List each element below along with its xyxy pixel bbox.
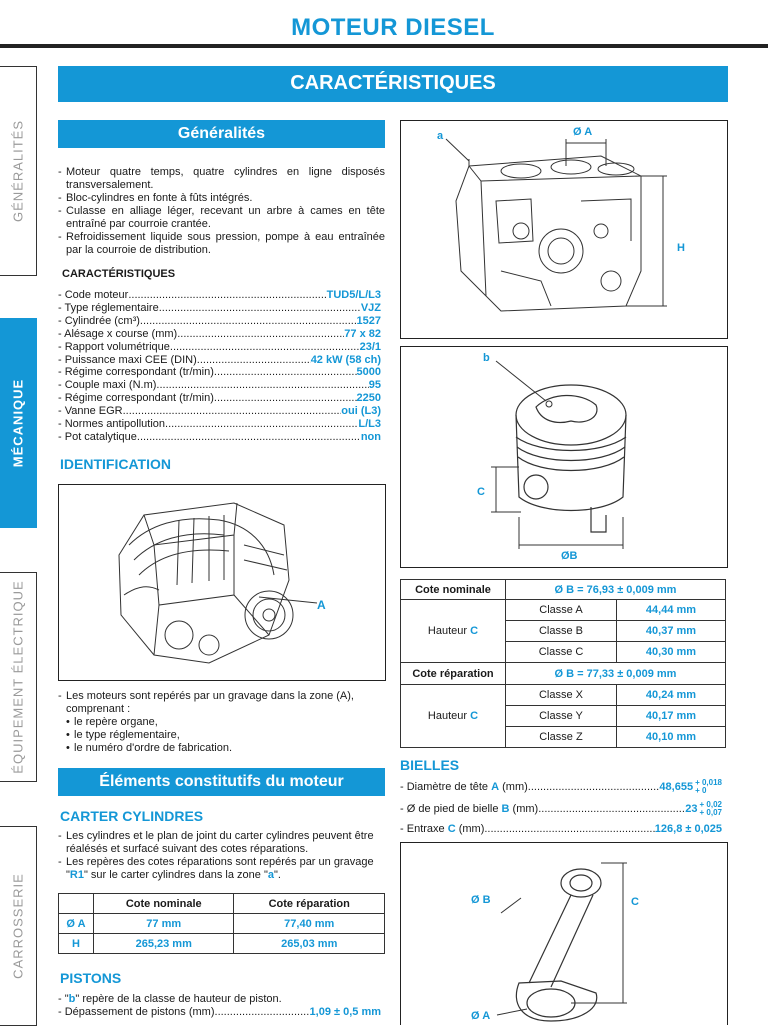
table-header: Cote nominale bbox=[94, 894, 234, 914]
label-oa: Ø A bbox=[573, 126, 593, 138]
piston-figure bbox=[400, 346, 728, 568]
generalites-banner: Généralités bbox=[58, 120, 385, 148]
side-tab-label: GÉNÉRALITÉS bbox=[10, 119, 26, 223]
spec-row: - Régime correspondant (tr/min) ..... 2250 bbox=[58, 392, 381, 405]
table-header: Cote réparation bbox=[234, 894, 385, 914]
list-item: - Bloc-cylindres en fonte à fûts intégrés. bbox=[58, 192, 385, 205]
connecting-rod-illustration bbox=[401, 843, 727, 1025]
elements-banner: Éléments constitutifs du moteur bbox=[58, 768, 385, 796]
section-banner: CARACTÉRISTIQUES bbox=[58, 66, 728, 102]
cylinder-block-figure bbox=[400, 120, 728, 339]
engine-figure bbox=[58, 484, 386, 681]
spec-row: - Code moteur ..... TUD5/L/L3 bbox=[58, 289, 381, 302]
label-h: H bbox=[677, 242, 685, 254]
spec-row: - Diamètre de tête A (mm) ..... 48,655 + 0,018 + 0 bbox=[400, 776, 722, 798]
carter-text bbox=[58, 830, 388, 882]
list-item: - Les moteurs sont repérés par un gravage dans la zone (A), comprenant : bbox=[58, 690, 385, 716]
spec-row: - Régime correspondant (tr/min) ..... 5000 bbox=[58, 366, 381, 379]
bielles-heading: BIELLES bbox=[400, 757, 460, 773]
spec-row: - Puissance maxi CEE (DIN) ..... 42 kW (58 ch) bbox=[58, 354, 381, 367]
side-tab-equipement-electrique[interactable] bbox=[0, 572, 37, 782]
header-rule bbox=[0, 44, 768, 48]
table-row: Classe B 40,37 mm bbox=[401, 621, 726, 642]
table-row: Classe Z 40,10 mm bbox=[401, 727, 726, 748]
label-c: C bbox=[477, 486, 485, 498]
table-row: Hauteur C Classe X 40,24 mm bbox=[401, 685, 726, 706]
side-tab-mecanique[interactable] bbox=[0, 318, 37, 528]
spec-row: - Normes antipollution ..... L/L3 bbox=[58, 418, 381, 431]
spec-row: - Cylindrée (cm³) ..... 1527 bbox=[58, 315, 381, 328]
side-tab-label: MÉCANIQUE bbox=[10, 378, 26, 468]
table-row: Cote réparation Ø B = 77,33 ± 0,009 mm bbox=[401, 663, 726, 685]
table-row: Hauteur C Classe A 44,44 mm bbox=[401, 600, 726, 621]
spec-row: - Entraxe C (mm) ..... 126,8 ± 0,025 bbox=[400, 820, 722, 838]
list-item: - Moteur quatre temps, quatre cylindres en ligne disposés transversalement. bbox=[58, 166, 385, 192]
spec-row: - Couple maxi (N.m) ..... 95 bbox=[58, 379, 381, 392]
engine-illustration bbox=[59, 485, 385, 680]
identification-text bbox=[58, 690, 385, 755]
list-item: - Les repères des cotes réparations sont repérés par un gravage "R1" sur le carter cylindres dans la zone "a". bbox=[58, 856, 388, 882]
label-ob: Ø B bbox=[471, 894, 491, 906]
spec-row: - Dépassement de pistons (mm) ..... 1,09 ± 0,5 mm bbox=[58, 1006, 381, 1019]
table-row: H 265,23 mm 265,03 mm bbox=[59, 934, 385, 954]
identification-heading: IDENTIFICATION bbox=[60, 456, 171, 472]
carter-heading: CARTER CYLINDRES bbox=[60, 808, 204, 824]
label-a: A bbox=[317, 598, 326, 612]
pistons-text bbox=[58, 993, 381, 1019]
spec-row: - Pot catalytique ..... non bbox=[58, 431, 381, 444]
piston-table bbox=[400, 579, 726, 748]
list-item: • le repère organe, bbox=[66, 716, 385, 729]
list-item: - Les cylindres et le plan de joint du carter cylindres peuvent être réalésés et surfacé suivant des cotes réparations. bbox=[58, 830, 388, 856]
spec-row: - Ø de pied de bielle B (mm) ..... 23 + 0,02 + 0,07 bbox=[400, 798, 722, 820]
list-item: - Culasse en alliage léger, recevant un arbre à cames en tête entraîné par courroie crantée. bbox=[58, 205, 385, 231]
generalites-list bbox=[58, 166, 385, 257]
spec-row: - Type réglementaire ..... VJZ bbox=[58, 302, 381, 315]
side-tab-carrosserie[interactable] bbox=[0, 826, 37, 1026]
side-tab-label: ÉQUIPEMENT ÉLECTRIQUE bbox=[10, 580, 26, 774]
pistons-heading: PISTONS bbox=[60, 970, 122, 986]
label-oa: Ø A bbox=[471, 1010, 491, 1022]
table-row: Classe C 40,30 mm bbox=[401, 642, 726, 663]
table-row: Cote nominale Ø B = 76,93 ± 0,009 mm bbox=[401, 580, 726, 600]
side-tab-label: CARROSSERIE bbox=[10, 873, 26, 979]
cylinder-block-illustration bbox=[401, 121, 727, 338]
piston-illustration bbox=[401, 347, 727, 567]
side-tab-generalites[interactable] bbox=[0, 66, 37, 276]
table-cell: Hauteur C bbox=[401, 685, 506, 748]
connecting-rod-figure bbox=[400, 842, 728, 1025]
list-item: • le type réglementaire, bbox=[66, 729, 385, 742]
spec-list bbox=[58, 289, 381, 444]
table-header bbox=[59, 894, 94, 914]
list-item: • le numéro d'ordre de fabrication. bbox=[66, 742, 385, 755]
spec-row: - Alésage x course (mm) ..... 77 x 82 bbox=[58, 328, 381, 341]
label-ob: ØB bbox=[561, 550, 578, 562]
table-row: Ø A 77 mm 77,40 mm bbox=[59, 914, 385, 934]
bielles-list bbox=[400, 776, 722, 838]
caracteristiques-heading: CARACTÉRISTIQUES bbox=[62, 268, 176, 280]
table-cell: Hauteur C bbox=[401, 600, 506, 663]
label-a-lower: a bbox=[437, 130, 444, 142]
label-c: C bbox=[631, 896, 639, 908]
list-item: - "b" repère de la classe de hauteur de piston. bbox=[58, 993, 282, 1005]
table-row: Classe Y 40,17 mm bbox=[401, 706, 726, 727]
page-title: MOTEUR DIESEL bbox=[291, 14, 495, 41]
spec-row: - Rapport volumétrique ..... 23/1 bbox=[58, 341, 381, 354]
list-item: - Refroidissement liquide sous pression, pompe à eau entraînée par la courroie de distribution. bbox=[58, 231, 385, 257]
spec-row: - Vanne EGR ..... oui (L3) bbox=[58, 405, 381, 418]
label-b: b bbox=[483, 352, 490, 364]
carter-table bbox=[58, 893, 385, 954]
